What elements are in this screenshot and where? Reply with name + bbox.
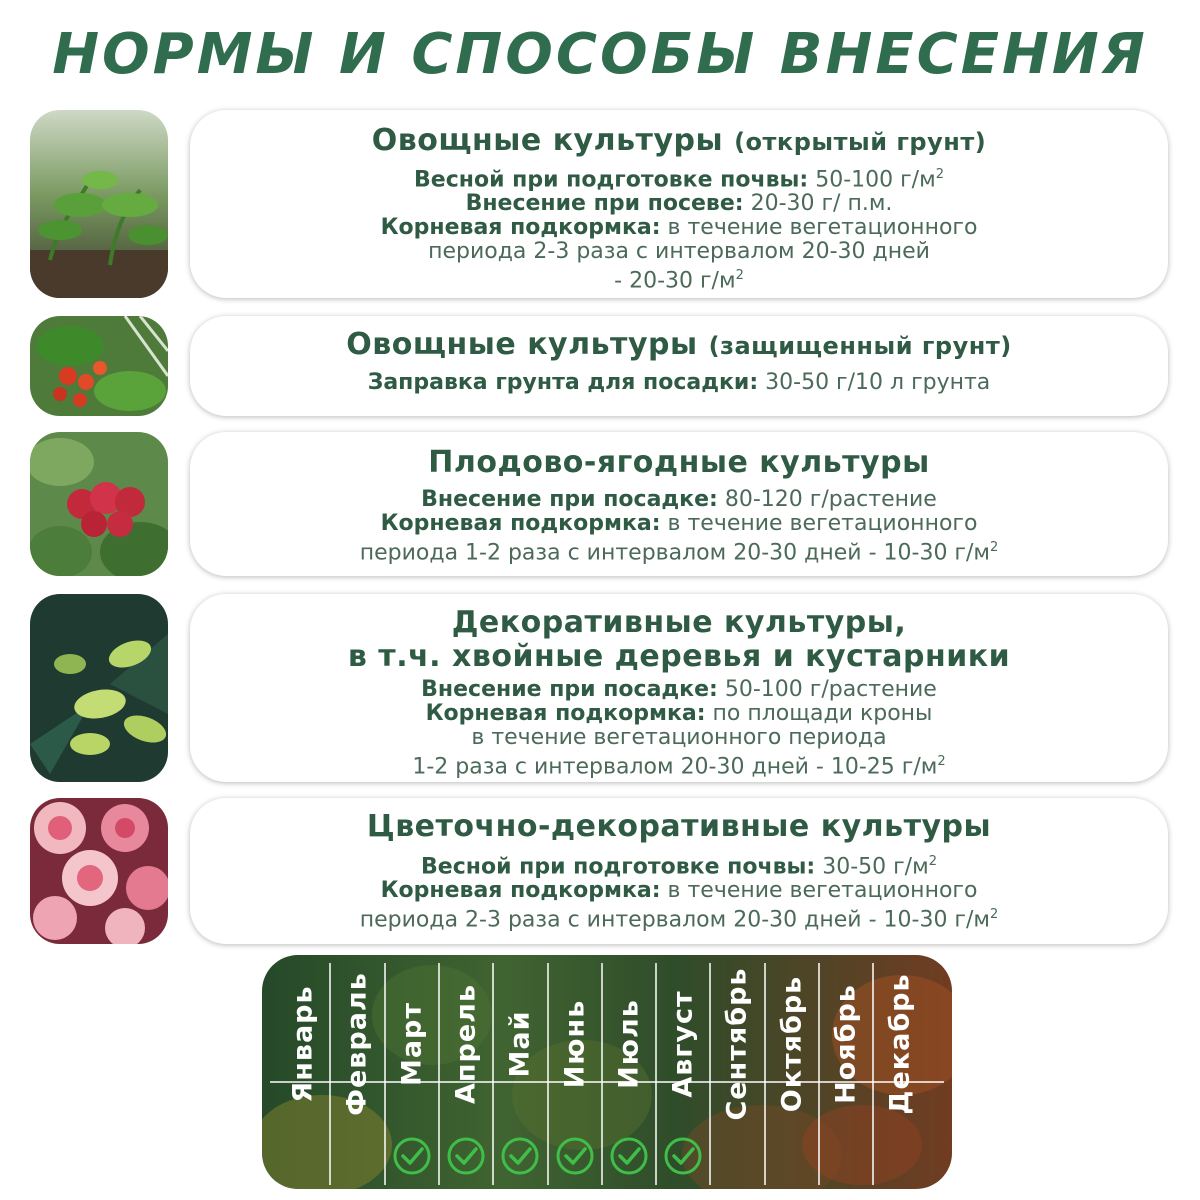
- month-label: Ноябрь: [830, 984, 862, 1104]
- checkmark-icon: [555, 1136, 595, 1176]
- section-line: периода 2-3 раза с интервалом 20-30 дней - 10-30 $г/м^2$: [359, 907, 999, 933]
- section-line: Весной при подготовке почвы: 50-100 $г/м^2$: [414, 167, 944, 193]
- section-line: Весной при подготовке почвы: 30-50 $г/м^2$: [421, 854, 937, 880]
- tomatoes-photo: [30, 316, 168, 416]
- section-line: периода 1-2 раза с интервалом 20-30 дней - 10-30 $г/м^2$: [359, 540, 999, 566]
- begonia-photo: [30, 798, 168, 944]
- calendar-column-divider: [709, 963, 711, 1185]
- page-title: НОРМЫ И СПОСОБЫ ВНЕСЕНИЯ: [52, 22, 1148, 87]
- checkmark-icon: [446, 1136, 486, 1176]
- month-label: Июнь: [559, 999, 590, 1089]
- section-title: Плодово-ягодные культуры: [428, 445, 930, 480]
- section-line: - 20-30 $г/м^2$: [614, 268, 744, 294]
- month-label: Апрель: [450, 983, 482, 1105]
- month-label: Сентябрь: [721, 967, 753, 1121]
- calendar-column-divider: [818, 963, 820, 1185]
- section-card: [190, 432, 1168, 576]
- calendar-column-divider: [764, 963, 766, 1185]
- checkmark-icon: [663, 1136, 703, 1176]
- checkmark-icon: [500, 1136, 540, 1176]
- section-line: Корневая подкормка: в течение вегетационного: [380, 511, 978, 536]
- section-title: Цветочно-декоративные культуры: [366, 809, 992, 844]
- section-card: [190, 110, 1168, 298]
- calendar-column-divider: [655, 963, 657, 1185]
- section-card: [190, 594, 1168, 782]
- section-line: 1-2 раза с интервалом 20-30 дней - 10-25 $г/м^2$: [412, 754, 946, 780]
- conifer-photo: [30, 594, 168, 782]
- section-title: Овощные культуры (защищенный грунт): [346, 327, 1012, 362]
- month-label: Май: [504, 1010, 536, 1078]
- month-label: Октябрь: [776, 975, 808, 1113]
- section-line: Внесение при посеве: 20-30 г/ п.м.: [465, 191, 893, 217]
- checkmark-icon: [392, 1136, 432, 1176]
- section-line: Внесение при посадке: 50-100 г/растение: [421, 677, 937, 702]
- section-line: Корневая подкормка: в течение вегетационного: [380, 878, 978, 904]
- section-line: периода 2-3 раза с интервалом 20-30 дней: [428, 239, 930, 265]
- calendar-column-divider: [601, 963, 603, 1185]
- application-calendar: [262, 955, 952, 1189]
- section-line: Корневая подкормка: в течение вегетационного: [380, 215, 978, 241]
- month-label: Декабрь: [884, 973, 916, 1115]
- section-title: Декоративные культуры,: [451, 605, 907, 640]
- calendar-column-divider: [492, 963, 494, 1185]
- month-label: Февраль: [341, 972, 373, 1116]
- vegetables-open-photo: [30, 110, 168, 298]
- section-line: Внесение при посадке: 80-120 г/растение: [421, 487, 937, 512]
- month-label: Март: [396, 1001, 428, 1087]
- section-card: [190, 798, 1168, 944]
- raspberry-photo: [30, 432, 168, 576]
- month-label: Август: [667, 990, 699, 1098]
- section-title: Овощные культуры (открытый грунт): [371, 123, 987, 158]
- section-line: Заправка грунта для посадки: 30-50 г/10 л грунта: [367, 370, 991, 395]
- calendar-column-divider: [872, 963, 874, 1185]
- section-card: [190, 316, 1168, 416]
- calendar-column-divider: [547, 963, 549, 1185]
- calendar-column-divider: [329, 963, 331, 1185]
- calendar-column-divider: [438, 963, 440, 1185]
- section-line: Корневая подкормка: по площади кроны: [425, 701, 933, 726]
- checkmark-icon: [609, 1136, 649, 1176]
- section-title-line2: в т.ч. хвойные деревья и кустарники: [347, 639, 1011, 674]
- month-label: Январь: [287, 985, 319, 1103]
- section-line: в течение вегетационного периода: [471, 725, 887, 750]
- month-label: Июль: [613, 999, 645, 1089]
- calendar-column-divider: [384, 963, 386, 1185]
